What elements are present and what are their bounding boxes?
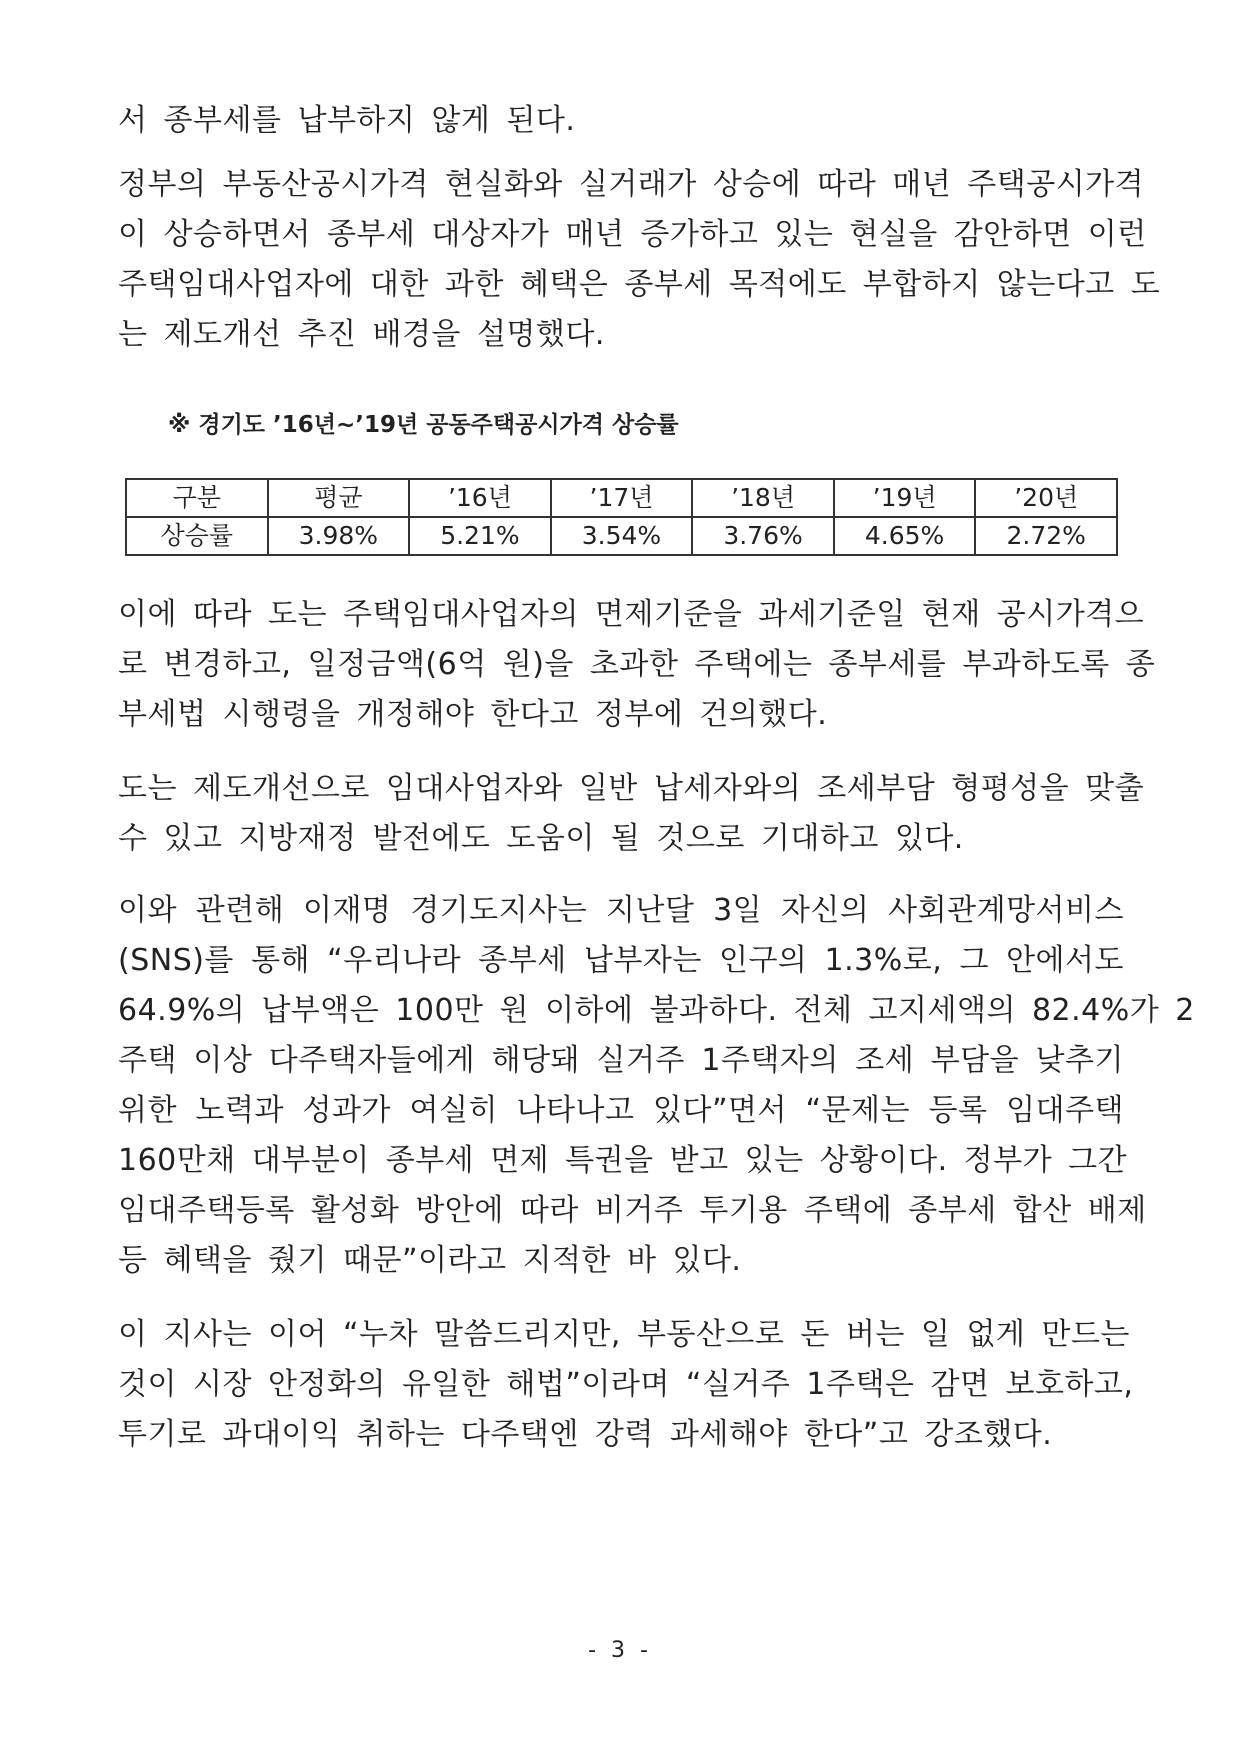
paragraph-2 <box>118 160 1161 360</box>
paragraph-line: 주택 이상 다주택자들에게 해당돼 실거주 1주택자의 조세 부담을 낮추기 <box>118 1043 1124 1078</box>
table-cell: 3.54% <box>551 517 693 555</box>
paragraph-line: 투기로 과대이익 취하는 다주택엔 강력 과세해야 한다”고 강조했다. <box>118 1417 1053 1452</box>
paragraph-line: 는 제도개선 추진 배경을 설명했다. <box>118 317 605 352</box>
paragraph-line: 로 변경하고, 일정금액(6억 원)을 초과한 주택에는 종부세를 부과하도록 종 <box>118 647 1156 682</box>
paragraph-line: (SNS)를 통해 “우리나라 종부세 납부자는 인구의 1.3%로, 그 안에서도 <box>118 943 1124 978</box>
price-increase-table <box>125 478 1118 556</box>
paragraph-line: 위한 노력과 성과가 여실히 나타나고 있다”면서 “문제는 등록 임대주택 <box>118 1093 1124 1128</box>
table-caption: ※ 경기도 ’16년~’19년 공동주택공시가격 상승률 <box>168 412 679 438</box>
table-cell: 상승률 <box>126 517 268 555</box>
paragraph-line: 이 상승하면서 종부세 대상자가 매년 증가하고 있는 현실을 감안하면 이런 <box>118 217 1147 252</box>
paragraph-line: 도는 제도개선으로 임대사업자와 일반 납세자와의 조세부담 형평성을 맞출 <box>118 771 1145 806</box>
table-row <box>126 517 1117 555</box>
paragraph-line: 수 있고 지방재정 발전에도 도움이 될 것으로 기대하고 있다. <box>118 821 964 856</box>
paragraph-line: 임대주택등록 활성화 방안에 따라 비거주 투기용 주택에 종부세 합산 배제 <box>118 1193 1147 1228</box>
paragraph-line: 정부의 부동산공시가격 현실화와 실거래가 상승에 따라 매년 주택공시가격 <box>118 167 1145 202</box>
paragraph-3 <box>118 590 1156 740</box>
table-header-row <box>126 479 1117 517</box>
table-cell: 4.65% <box>834 517 976 555</box>
table-cell: ’18년 <box>692 479 834 517</box>
paragraph-1 <box>118 96 1124 146</box>
paragraph-line: 것이 시장 안정화의 유일한 해법”이라며 “실거주 1주택은 감면 보호하고, <box>118 1367 1134 1402</box>
paragraph-line: 이에 따라 도는 주택임대사업자의 면제기준을 과세기준일 현재 공시가격으 <box>118 597 1145 632</box>
table-cell: 구분 <box>126 479 268 517</box>
table-cell: 평균 <box>268 479 410 517</box>
paragraph-line: 부세법 시행령을 개정해야 한다고 정부에 건의했다. <box>118 697 828 732</box>
paragraph-6 <box>118 1310 1134 1460</box>
table-cell: ’20년 <box>975 479 1117 517</box>
paragraph-line: 이와 관련해 이재명 경기도지사는 지난달 3일 자신의 사회관계망서비스 <box>118 893 1124 928</box>
paragraph-line: 서 종부세를 납부하지 않게 된다. <box>118 103 576 138</box>
table-cell: 3.76% <box>692 517 834 555</box>
table-cell: ’16년 <box>409 479 551 517</box>
paragraph-4 <box>118 764 1145 864</box>
table-cell: 2.72% <box>975 517 1117 555</box>
paragraph-line: 등 혜택을 줬기 때문”이라고 지적한 바 있다. <box>118 1243 742 1278</box>
table-cell: ’17년 <box>551 479 693 517</box>
page-number: - 3 - <box>588 1638 652 1663</box>
table-cell: 5.21% <box>409 517 551 555</box>
paragraph-line: 주택임대사업자에 대한 과한 혜택은 종부세 목적에도 부합하지 않는다고 도 <box>118 267 1161 302</box>
paragraph-line: 64.9%의 납부액은 100만 원 이하에 불과하다. 전체 고지세액의 82.4%가 2 <box>118 993 1195 1028</box>
table-cell: 3.98% <box>268 517 410 555</box>
paragraph-5 <box>118 886 1195 1286</box>
paragraph-line: 160만채 대부분이 종부세 면제 특권을 받고 있는 상황이다. 정부가 그간 <box>118 1143 1128 1178</box>
paragraph-line: 이 지사는 이어 “누차 말씀드리지만, 부동산으로 돈 버는 일 없게 만드는 <box>118 1317 1130 1352</box>
table-cell: ’19년 <box>834 479 976 517</box>
